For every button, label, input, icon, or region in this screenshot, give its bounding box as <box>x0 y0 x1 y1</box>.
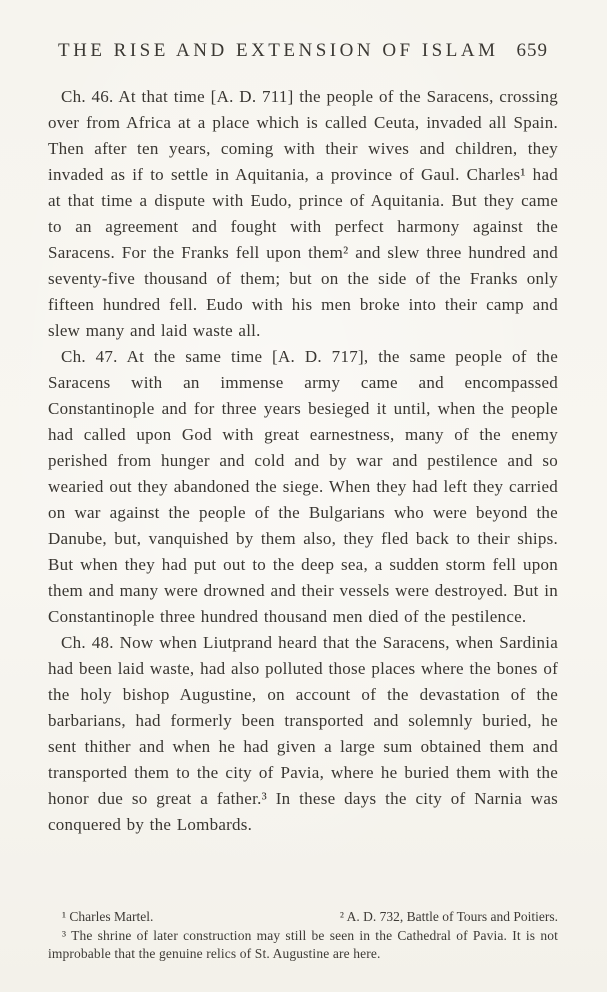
footnote-row <box>48 908 558 926</box>
footnote-2: ² A. D. 732, Battle of Tours and Poitiers. <box>339 908 558 924</box>
paragraph-ch48: Ch. 48. Now when Liutprand heard that the Saracens, when Sardinia had been laid waste, had also polluted those places where the bones of the holy bishop Augustine, on account of the devastation of the barbarians, had formerly been transported and solemnly buried, he sent thither and when he had given a large sum obtained them and transported them to the city of Pavia, where he buried them with the honor due so great a father.³ In these days the city of Narnia was conquered by the Lombards. <box>48 633 558 834</box>
page-number: 659 <box>516 40 548 61</box>
paragraph-ch46: Ch. 46. At that time [A. D. 711] the people of the Saracens, crossing over from Africa at a place which is called Ceuta, invaded all Spain. Then after ten years, coming with their wives and children, they invaded as if to settle in Aquitania, a province of Gaul. Charles¹ had at that time a dispute with Eudo, prince of Aquitania. But they came to an agreement and fought with perfect harmony against the Saracens. For the Franks fell upon them² and slew three hundred and seventy-five thousand of them; but on the side of the Franks only fifteen hundred fell. Eudo with his men broke into their camp and slew many and laid waste all. <box>48 87 558 340</box>
footnote-3: ³ The shrine of later construction may still be seen in the Cathedral of Pavia. It is not improbable that the genuine relics of St. Augustine are here. <box>48 928 558 961</box>
body-text <box>48 84 558 838</box>
footnotes <box>48 908 558 963</box>
running-head <box>48 40 558 62</box>
paragraph-ch47: Ch. 47. At the same time [A. D. 717], the same people of the Saracens with an immense army came and encompassed Constantinople and for three years besieged it until, when the people had called upon God with great earnestness, many of the enemy perished from hunger and cold and by war and pestilence and so wearied out they abandoned the siege. When they had left they carried on war against the people of the Bulgarians who were beyond the Danube, but, vanquished by them also, they fled back to their ships. But when they had put out to the deep sea, a sudden storm fell upon them and many were drowned and their vessels were destroyed. But in Constantinople three hundred thousand men died of the pestilence. <box>48 347 558 626</box>
page-title: THE RISE AND EXTENSION OF ISLAM <box>58 40 499 61</box>
footnote-1: ¹ Charles Martel. <box>62 908 154 924</box>
